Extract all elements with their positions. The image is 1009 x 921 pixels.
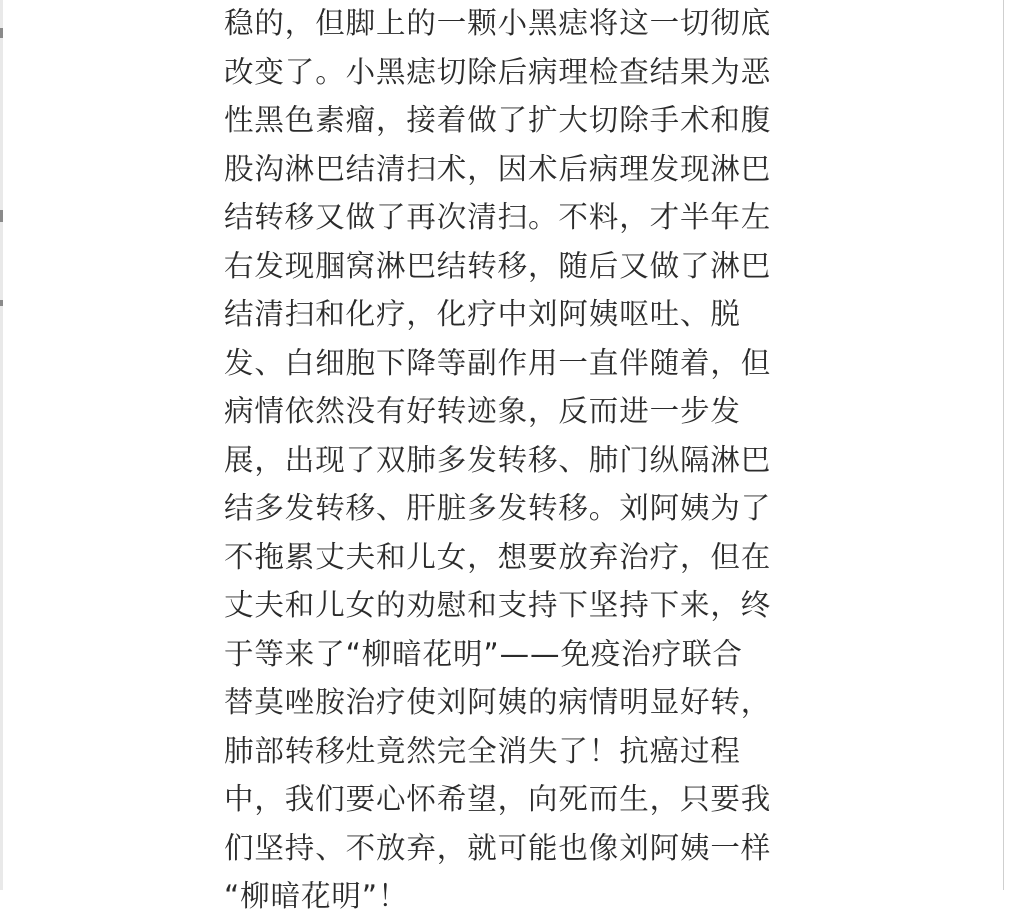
article-line: 性黑色素瘤，接着做了扩大切除手术和腹 [224, 103, 772, 137]
article-line: 发、白细胞下降等副作用一直伴随着，但 [224, 345, 772, 380]
article-line: 病情依然没有好转迹象，反而进一步发 [224, 394, 741, 428]
article-body [224, 0, 789, 921]
article-line: 中，我们要心怀希望，向死而生，只要我 [224, 782, 772, 816]
article-line: 替莫唑胺治疗使刘阿姨的病情明显好转， [224, 685, 772, 719]
article-line: 不拖累丈夫和儿女，想要放弃治疗，但在 [224, 539, 772, 574]
left-edge-mark [0, 28, 3, 38]
right-edge-border [1003, 0, 1004, 890]
article-line: 展，出现了双肺多发转移、肺门纵隔淋巴 [224, 442, 772, 477]
left-edge-mark [0, 300, 3, 306]
article-line: 们坚持、不放弃，就可能也像刘阿姨一样 [224, 830, 772, 865]
article-line: 结清扫和化疗，化疗中刘阿姨呕吐、脱 [224, 297, 741, 331]
article-line: 肺部转移灶竟然完全消失了！抗癌过程 [224, 733, 741, 768]
article-line: 股沟淋巴结清扫术，因术后病理发现淋巴 [224, 151, 772, 186]
article-line: 右发现腘窝淋巴结转移，随后又做了淋巴 [224, 248, 772, 283]
article-line: 结转移又做了再次清扫。不料，才半年左 [224, 200, 772, 234]
article-line: 改变了。小黑痣切除后病理检查结果为恶 [224, 54, 772, 89]
left-edge-mark [0, 210, 3, 222]
article-line: 于等来了“柳暗花明”——免疫治疗联合 [224, 636, 743, 671]
left-edge-strip [0, 0, 3, 890]
article-line: “柳暗花明”！ [224, 879, 409, 913]
article-line: 丈夫和儿女的劝慰和支持下坚持下来，终 [224, 588, 772, 622]
article-line: 稳的，但脚上的一颗小黑痣将这一切彻底 [224, 6, 772, 40]
article-line: 结多发转移、肝脏多发转移。刘阿姨为了 [224, 491, 772, 525]
